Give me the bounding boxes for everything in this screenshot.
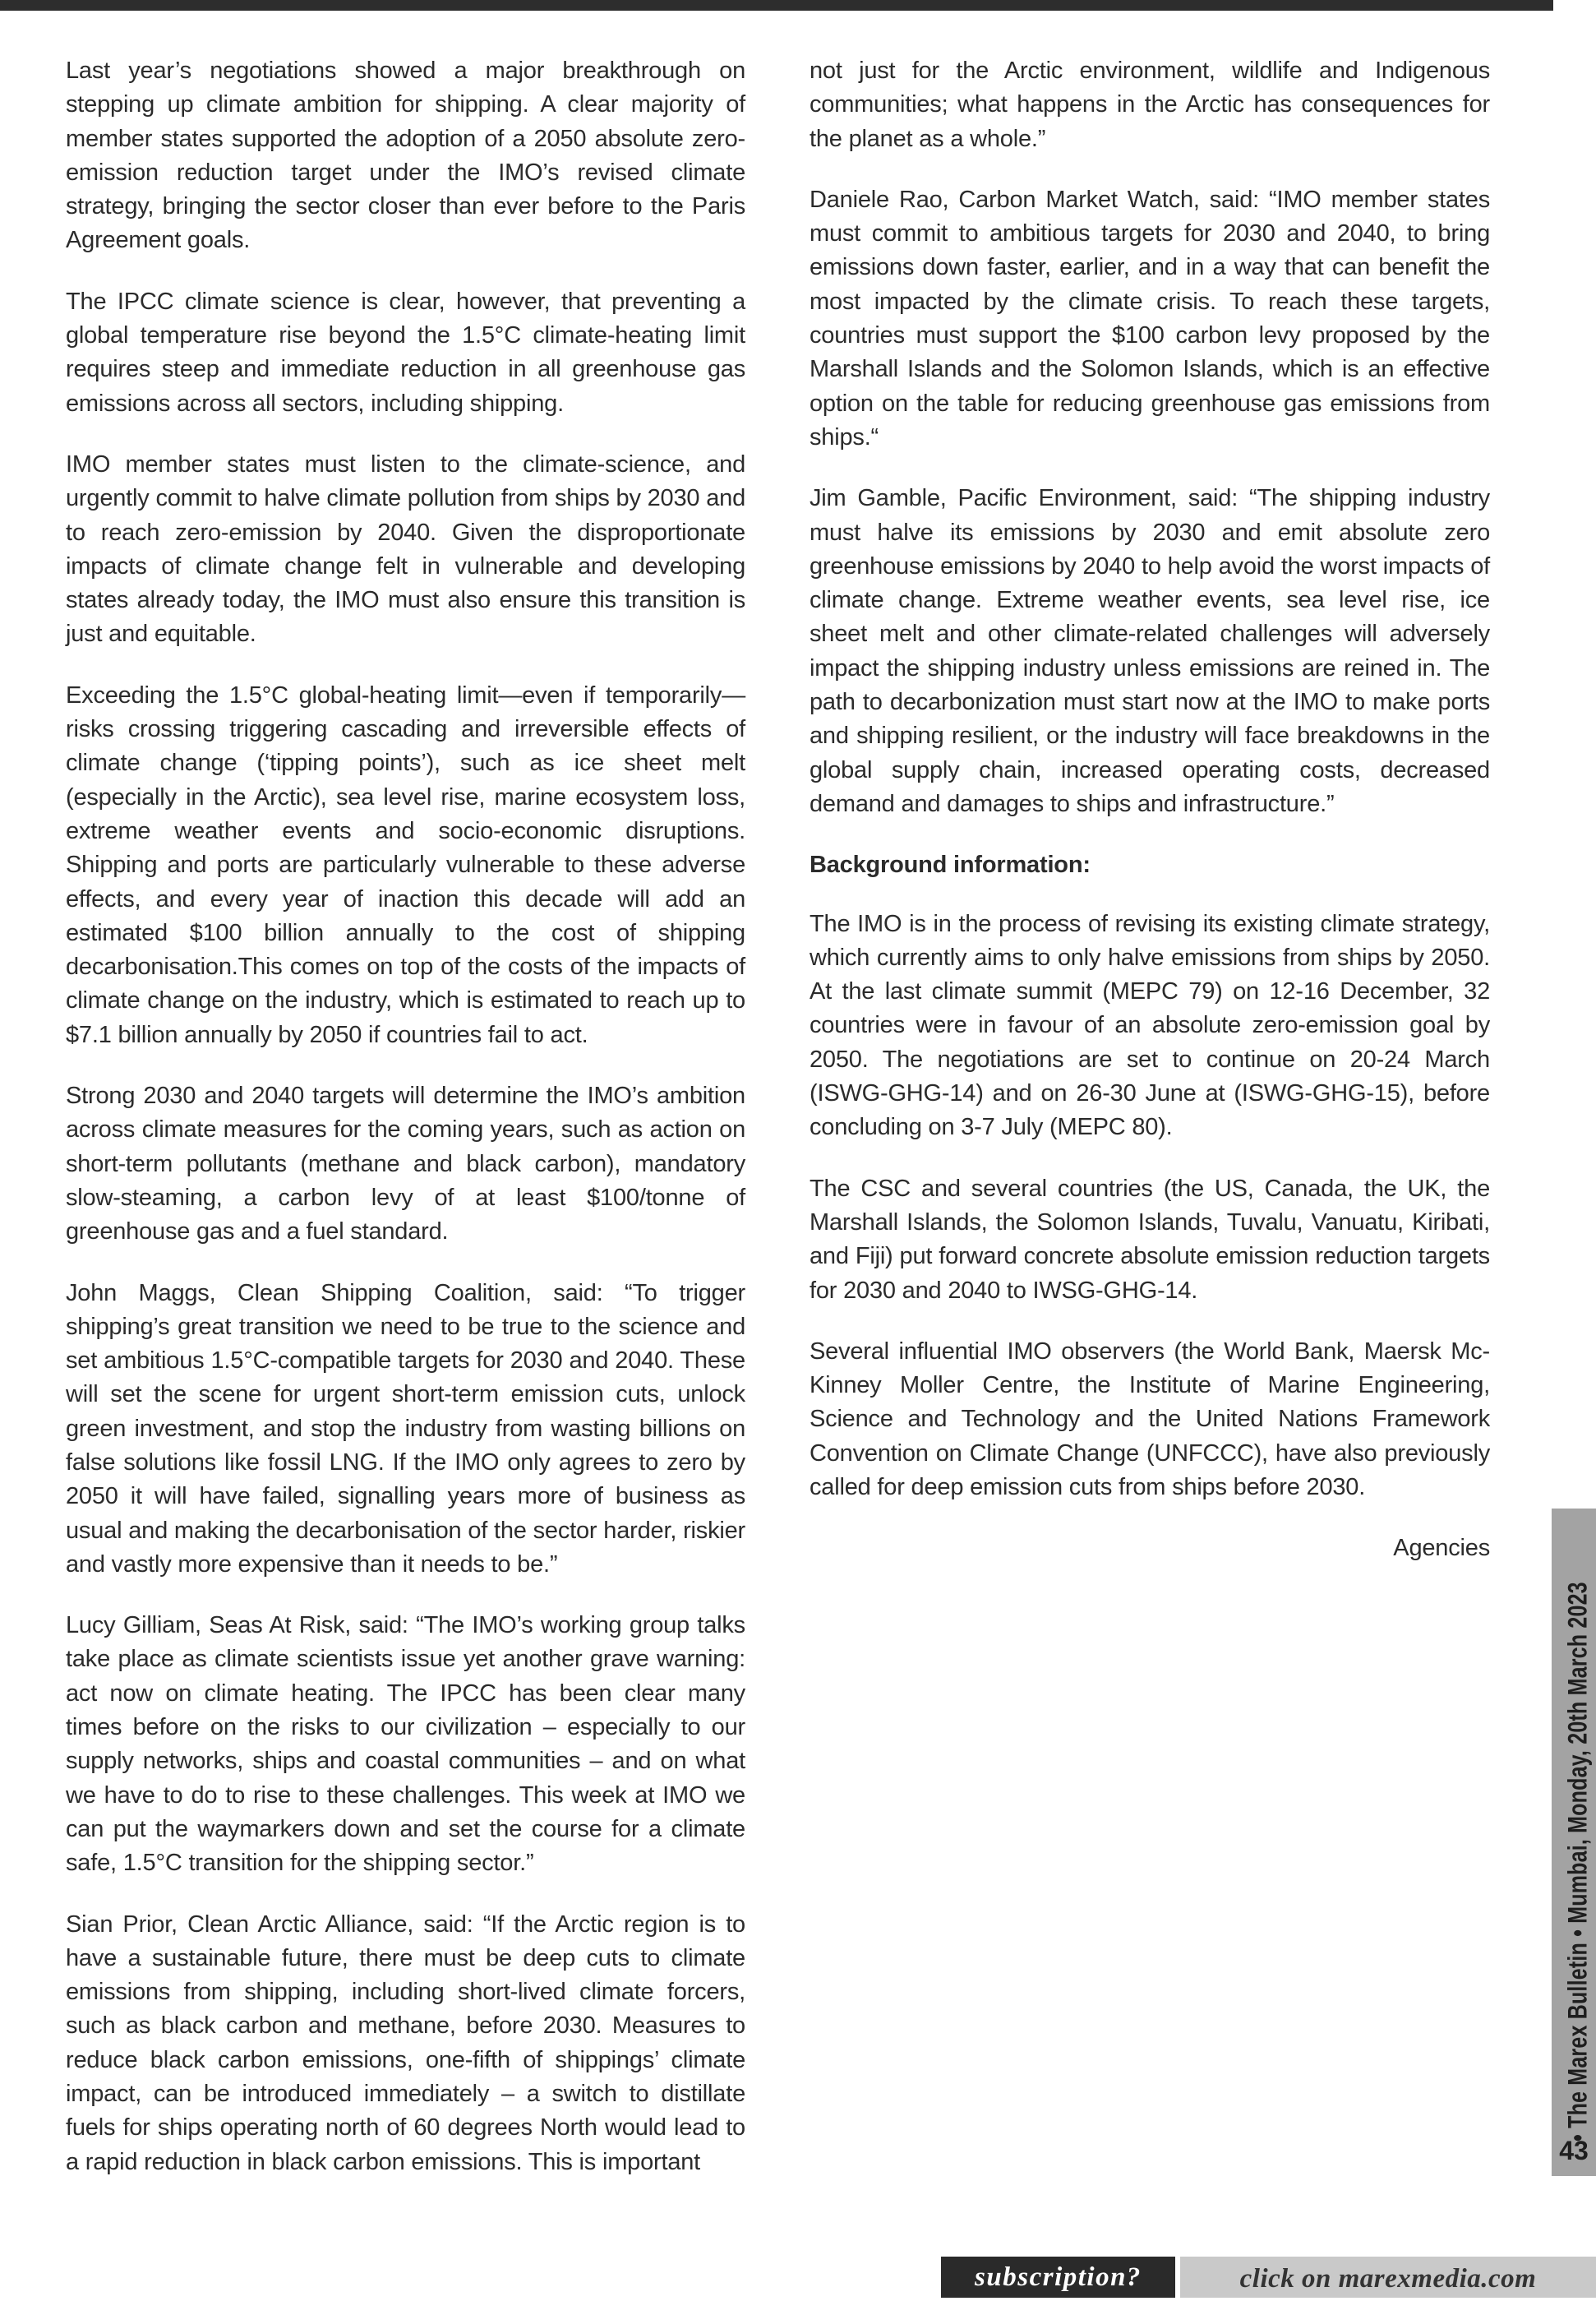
paragraph: IMO member states must listen to the climate-science, and urgently commit to halve climate pollution from ships by 2030 and to reach zero-emission by 2040. Given the disproportionate impacts of climate change felt in vulnerable and developing states already today, the IMO must also ensure this transition is just and equitable. [66, 450, 745, 648]
quote-paragraph: Jim Gamble, Pacific Environment, said: “The shipping industry must halve its emissions by 2030 and emit absolute zero greenhouse emissions by 2040 to help avoid the worst impacts of climate change. Extreme weather events, sea level rise, ice sheet melt and other climate-related challenges will adversely impact the shipping industry unless emissions are reined in. The path to decarbonization must start now at the IMO to make ports and shipping resilient, or the industry will face breakdowns in the global supply chain, increased operating costs, decreased demand and damages to ships and infrastructure.” [810, 485, 1490, 817]
quote-paragraph: Sian Prior, Clean Arctic Alliance, said: “If the Arctic region is to have a sustainable future, there must be deep cuts to climate emissions from shipping, including short-lived climate forcers, such as black carbon and methane, before 2030. Measures to reduce black carbon emissions, one-fifth of shippings’ climate impact, can be introduced immediately – a switch to distillate fuels for ships operating north of 60 degrees North would lead to a rapid reduction in black carbon emissions. This is important [66, 1911, 745, 2175]
quote-paragraph: not just for the Arctic environment, wildlife and Indigenous communities; what happens in the Arctic has consequences for the planet as a whole.” [810, 58, 1490, 152]
article-column-right [810, 54, 1490, 1593]
paragraph: The IPCC climate science is clear, however, that preventing a global temperature rise beyond the 1.5°C climate-heating limit requires steep and immediate reduction in all greenhouse gas emissions across all sectors, including shipping. [66, 288, 745, 417]
paragraph: The IMO is in the process of revising its existing climate strategy, which currently aims to only halve emissions from ships by 2050. At the last climate summit (MEPC 79) on 12-16 December, 32 countries were in favour of an absolute zero-emission goal by 2050. The negotiations are set to continue on 20-24 March (ISWG-GHG-14) and on 26-30 June at (ISWG-GHG-15), before concluding on 3-7 July (MEPC 80). [810, 910, 1490, 1141]
section-heading: Background information: [810, 852, 1091, 879]
subscription-link[interactable]: click on marexmedia.com [1180, 2257, 1596, 2298]
paragraph: Last year’s negotiations showed a major breakthrough on stepping up climate ambition for shipping. A clear majority of member states supported the adoption of a 2050 absolute zero-emission reduction target under the IMO’s revised climate strategy, bringing the sector closer than ever before to the Paris Agreement goals. [66, 58, 745, 254]
paragraph: The CSC and several countries (the US, Canada, the UK, the Marshall Islands, the Solomon Islands, Tuvalu, Vanuatu, Kiribati, and Fiji) put forward concrete absolute emission reduction targets for 2030 and 2040 to IWSG-GHG-14. [810, 1175, 1490, 1304]
paragraph: Several influential IMO observers (the World Bank, Maersk Mc-Kinney Moller Centre, the Institute of Marine Engineering, Science and Technology and the United Nations Framework Convention on Climate Change (UNFCCC), have also previously called for deep emission cuts from ships before 2030. [810, 1338, 1490, 1500]
paragraph: Exceeding the 1.5°C global-heating limit—even if temporarily—risks crossing triggering cascading and irreversible effects of climate change (‘tipping points’), such as ice sheet melt (especially in the Arctic), sea level rise, marine ecosystem loss, extreme weather events and socio-economic disruptions. Shipping and ports are particularly vulnerable to these adverse effects, and every year of inaction this decade will add an estimated $100 billion annually to the cost of shipping decarbonisation.This comes on top of the costs of the impacts of climate change on the industry, which is estimated to reach up to $7.1 billion annually by 2050 if countries fail to act. [66, 682, 745, 1048]
quote-paragraph: Lucy Gilliam, Seas At Risk, said: “The IMO’s working group talks take place as climate scientists issue yet another grave warning: act now on climate heating. The IPCC has been clear many times before on the risks to our civilization – especially to our supply networks, ships and coastal communities – and on what we have to do to rise to these challenges. This week at IMO we can put the waymarkers down and set the course for a climate safe, 1.5°C transition for the shipping sector.” [66, 1612, 745, 1877]
article-column-left [66, 54, 745, 2206]
quote-paragraph: John Maggs, Clean Shipping Coalition, said: “To trigger shipping’s great transition we need to be true to the science and set ambitious 1.5°C-compatible targets for 2030 and 2040. These will set the scene for urgent short-term emission cuts, unlock green investment, and stop the industry from wasting billions on false solutions like fossil LNG. If the IMO only agrees to zero by 2050 it will have failed, signalling years more of business as usual and making the decarbonisation of the sector harder, riskier and vastly more expensive than it needs to be.” [66, 1279, 745, 1578]
top-rule [0, 0, 1553, 11]
paragraph: Strong 2030 and 2040 targets will determine the IMO’s ambition across climate measures for the coming years, such as action on short-term pollutants (methane and black carbon), mandatory slow-steaming, a carbon levy of at least $100/tonne of greenhouse gas and a fuel standard. [66, 1083, 745, 1245]
quote-paragraph: Daniele Rao, Carbon Market Watch, said: “IMO member states must commit to ambitious targets for 2030 and 2040, to bring emissions down faster, earlier, and in a way that can benefit the most impacted by the climate crisis. To reach these targets, countries must support the $100 carbon levy proposed by the Marshall Islands and the Solomon Islands, which is an effective option on the table for reducing greenhouse gas emissions from ships.“ [810, 186, 1490, 450]
byline: Agencies [1393, 1535, 1490, 1562]
page-number: 43 [1559, 2136, 1589, 2165]
subscription-banner: subscription? [941, 2257, 1175, 2298]
publication-date-label: • The Marex Bulletin • Mumbai, Monday, 20th March 2023 [1563, 1582, 1594, 2142]
